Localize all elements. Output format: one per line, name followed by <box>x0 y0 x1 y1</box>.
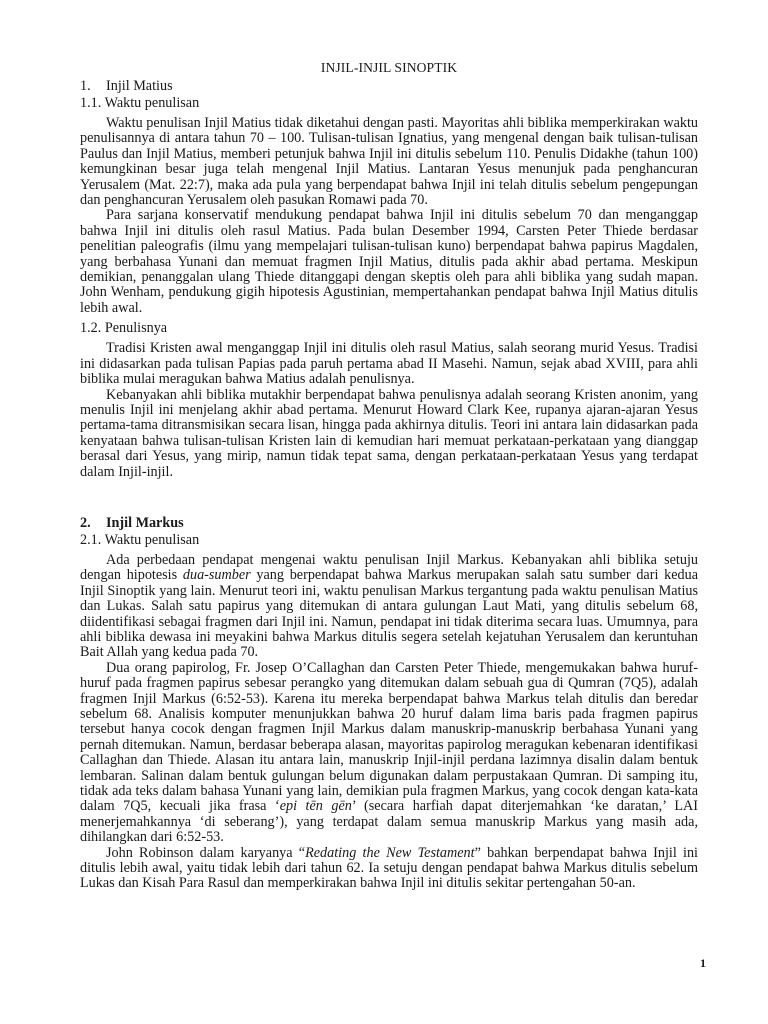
section-2-number: 2. <box>80 514 91 531</box>
section-1-heading <box>80 78 698 95</box>
paragraph: Para sarjana konservatif mendukung pendapat bahwa Injil ini ditulis sebelum 70 dan menganggap bahwa Injil ini ditulis oleh rasul Matius. Pada bulan Desember 1994, Carsten Peter Thiede berdasar penelitian paleografis (ilmu yang mempelajari tulisan-tulisan kuno) berpendapat bahwa papirus Magdalen, yang berbahasa Yunani dan memuat fragmen Injil Matius, ditulis pada akhir abad pertama. Meskipun demikian, penanggalan ulang Thiede ditanggapi dengan skeptis oleh para ahli biblika yang sudah mapan. John Wenham, pendukung gigih hipotesis Agustinian, mempertahankan pendapat bahwa Injil Matius ditulis lebih awal. <box>80 207 698 316</box>
paragraph: John Robinson dalam karyanya “Redating the New Testament” bahkan berpendapat bahwa Injil ini ditulis lebih awal, yaitu tidak lebih dari tahun 62. Ia setuju dengan pendapat bahwa Markus ditulis sebelum Lukas dan Kisah Para Rasul dan memperkirakan bahwa Injil ini ditulis sekitar pertengahan 50-an. <box>80 844 698 892</box>
subsection-2-1-heading: 2.1. Waktu penulisan <box>80 531 200 548</box>
paragraph: Tradisi Kristen awal menganggap Injil ini ditulis oleh rasul Matius, salah seorang murid Yesus. Tradisi ini didasarkan pada tulisan Papias pada paruh pertama abad II Masehi. Namun, sejak abad XVIII, para ahli biblika mulai meragukan bahwa Matius adalah penulisnya. <box>80 340 698 388</box>
emphasis: dua-sumber <box>182 567 251 584</box>
paragraph: Ada perbedaan pendapat mengenai waktu penulisan Injil Markus. Kebanyakan ahli biblika setuju dengan hipotesis dua-sumber yang berpendapat bahwa Markus merupakan salah satu sumber dari kedua Injil Sinoptik yang lain. Menurut teori ini, waktu penulisan Markus tergantung pada waktu penulisan Matius dan Lukas. Salah satu papirus yang ditemukan di antara gulungan Laut Mati, yang ditulis sebelum 68, diidentifikasi sebagai fragmen dari Injil ini. Namun, pendapat ini tidak diterima secara luas. Umumnya, para ahli biblika dewasa ini meyakini bahwa Markus ditulis segera setelah kejatuhan Yerusalem dan keruntuhan Bait Allah yang kedua pada 70. <box>80 551 698 661</box>
section-2-title: Injil Markus <box>106 514 184 531</box>
document-title: INJIL-INJIL SINOPTIK <box>320 60 458 75</box>
subsection-1-2-heading: 1.2. Penulisnya <box>80 320 168 337</box>
section-1-title: Injil Matius <box>106 78 173 94</box>
subsection-1-1-heading: 1.1. Waktu penulisan <box>80 95 200 111</box>
book-title: Redating the New Testament <box>305 844 475 861</box>
paragraph: Waktu penulisan Injil Matius tidak diketahui dengan pasti. Mayoritas ahli biblika memperkirakan waktu penulisannya di antara tahun 70 – 100. Tulisan-tulisan Ignatius, yang mengenal dengan baik tulisan-tulisan Paulus dan Injil Matius, memberi petunjuk bahwa Injil ini ditulis sebelum 110. Penulis Didakhe (tahun 100) kemungkinan besar juga telah mengenal Injil Matius. Lantaran Yesus menunjuk pada penghancuran Yerusalem (Mat. 22:7), maka ada pula yang berpendapat bahwa Injil ini telah ditulis sebelum pengepungan dan penghancuran Yerusalem oleh pasukan Romawi pada 70. <box>80 115 698 209</box>
paragraph: Kebanyakan ahli biblika mutakhir berpendapat bahwa penulisnya adalah seorang Kristen anonim, yang menulis Injil ini menjelang akhir abad pertama. Menurut Howard Clark Kee, rupanya ajaran-ajaran Yesus pertama-tama ditransmisikan secara lisan, hingga pada akhirnya ditulis. Teori ini antara lain didasarkan pada kenyataan bahwa tulisan-tulisan Kristen lain di kemudian hari memuat perkataan-perkataan yang dianggap berasal dari Yesus, yang mirip, namun tidak tepat sama, dengan perkataan-perkataan Yesus yang terdapat dalam Injil-injil. <box>80 386 698 480</box>
document-page <box>80 60 698 892</box>
emphasis: epi tēn gēn <box>279 798 352 815</box>
section-2-heading <box>80 515 698 532</box>
paragraph: Dua orang papirolog, Fr. Josep O’Callaghan dan Carsten Peter Thiede, mengemukakan bahwa huruf-huruf pada fragmen papirus sebesar perangko yang ditemukan dalam sebuah gua di Qumran (7Q5), adalah fragmen Injil Markus (6:52-53). Karena itu mereka berpendapat bahwa Markus telah ditulis dan beredar sebelum 68. Analisis komputer menunjukkan bahwa 20 huruf dalam lima baris pada fragmen papirus tersebut hanya cocok dengan fragmen Injil Markus dalam manuskrip-manuskrip berbahasa Yunani yang pernah ditemukan. Namun, berdasar beberapa alasan, mayoritas papirolog meragukan kebenaran identifikasi Callaghan dan Thiede. Alasan itu antara lain, manuskrip Injil-injil perdana lazimnya disalin dalam bentuk lembaran. Salinan dalam bentuk gulungan belum digunakan dalam perpustakaan Qumran. Di samping itu, tidak ada teks dalam bahasa Yunani yang lain, demikian pula fragmen Markus, yang cocok dengan kata-kata dalam 7Q5, kecuali jika frasa ‘epi tēn gēn’ (secara harfiah dapat diterjemahkan ‘ke daratan,’ LAI menerjemahkannya ‘di seberang’), yang terdapat dalam semua manuskrip Markus yang masih ada, dihilangkan dari 6:52-53. <box>80 659 699 846</box>
page-number: 1 <box>700 956 706 970</box>
section-1-number: 1. <box>80 78 91 94</box>
